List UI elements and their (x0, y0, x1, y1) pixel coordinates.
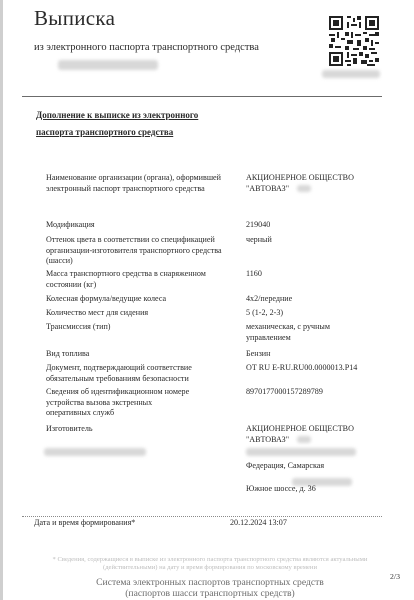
row-label-transmission: Трансмиссия (тип) (46, 322, 111, 331)
row-label-manufacturer: Изготовитель (46, 424, 93, 433)
row-label-conformity-doc: Документ, подтверждающий соответствие обязательным требованиям безопасности (46, 363, 192, 383)
redacted-fragment (297, 185, 311, 192)
row-value-color: черный (246, 235, 272, 244)
row-value-organization (246, 173, 362, 194)
row-label-organization: Наименование организации (органа), оформившей электронный паспорт транспортного средства (46, 173, 221, 193)
document-number-redacted (58, 60, 158, 70)
row-value-organization-text: АКЦИОНЕРНОЕ ОБЩЕСТВО "АВТОВАЗ" (246, 173, 354, 193)
redacted-address-left (44, 448, 146, 456)
row-value-conformity-doc: ОТ RU E-RU.RU00.0000013.Р14 (246, 363, 358, 372)
qr-caption-redacted (322, 70, 380, 78)
address-line1: Федерация, Самарская (246, 461, 325, 470)
dotted-separator (22, 516, 382, 517)
row-value-emergency-device: 8970177000157289789 (246, 387, 323, 396)
row-label-seats: Количество мест для сидения (46, 308, 149, 317)
footnote: * Сведения, содержащиеся в выписке из электронного паспорта транспортного средства являются актуальными (действительными) на дату и время формирования по московскому времени (52, 556, 368, 572)
formed-date-value: 20.12.2024 13:07 (230, 518, 287, 527)
page-edge (0, 0, 3, 600)
footer-system-name (30, 577, 390, 599)
row-label-wheel-formula: Колесная формула/ведущие колеса (46, 294, 167, 303)
document-subtitle: из электронного паспорта транспортного средства (34, 42, 259, 53)
row-value-fuel: Бензин (246, 349, 271, 358)
row-value-seats: 5 (1-2, 2-3) (246, 308, 284, 317)
redacted-fragment (297, 436, 311, 443)
row-label-fuel: Вид топлива (46, 349, 90, 358)
redacted-address-line (246, 448, 356, 456)
footer-line1: Система электронных паспортов транспортных средств (96, 577, 324, 588)
row-value-mass: 1160 (246, 269, 262, 278)
row-label-modification: Модификация (46, 220, 95, 229)
row-label-color: Оттенок цвета в соответствии со спецификацией организации-изготовителя транспортного средства (шасси) (46, 235, 222, 266)
row-value-transmission: механическая, с ручным управлением (246, 322, 330, 342)
page-number: 2/3 (390, 572, 400, 581)
address-line2: Южное шоссе, д. 36 (246, 484, 316, 493)
row-value-manufacturer (246, 424, 362, 445)
section-title-line2: паспорта транспортного средства (36, 127, 174, 137)
section-title-line1: Дополнение к выписке из электронного (36, 110, 199, 120)
footer-line2: (паспортов шасси транспортных средств) (125, 588, 295, 599)
row-value-wheel-formula: 4x2/передние (246, 294, 293, 303)
document-title: Выписка (34, 6, 116, 30)
qr-code-icon (329, 16, 379, 66)
row-label-mass: Масса транспортного средства в снаряженном состоянии (кг) (46, 269, 206, 289)
header-divider (22, 96, 382, 97)
row-label-emergency-device: Сведения об идентификационном номере устройства вызова экстренных оперативных служб (46, 387, 190, 418)
row-value-modification: 219040 (246, 220, 271, 229)
row-value-manufacturer-text: АКЦИОНЕРНОЕ ОБЩЕСТВО "АВТОВАЗ" (246, 424, 354, 444)
formed-date-label: Дата и время формирования* (34, 518, 136, 527)
